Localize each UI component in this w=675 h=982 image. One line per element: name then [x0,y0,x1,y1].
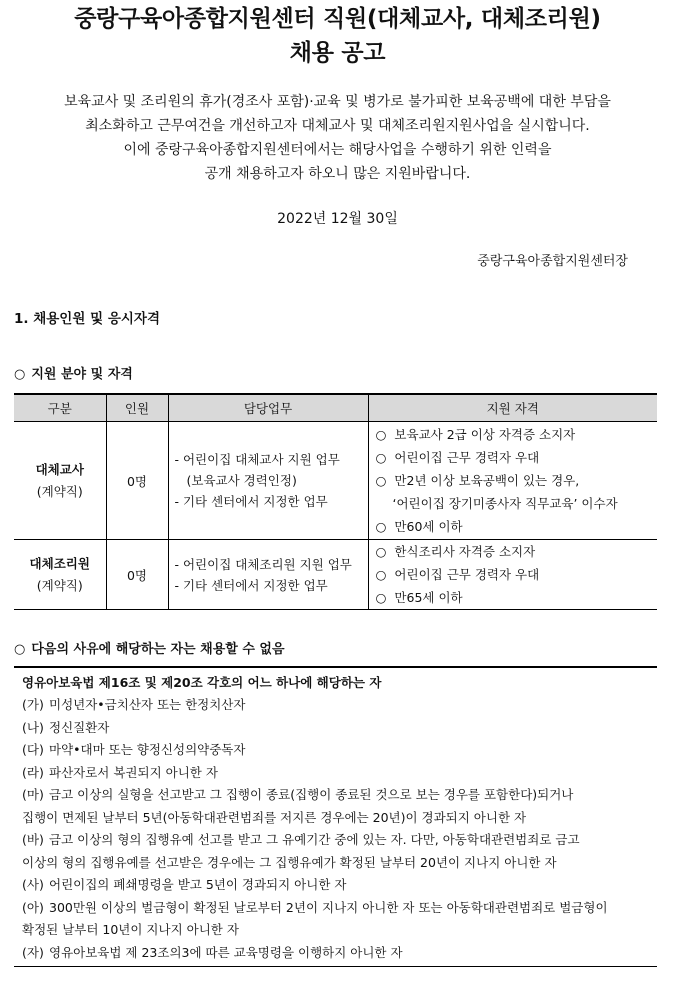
qualification-text: 어린이집 근무 경력자 우대 [394,450,540,465]
category-type: (계약직) [36,483,83,499]
circle-bullet-icon: ○ [375,473,387,488]
circle-bullet-icon: ○ [14,642,26,657]
header-category: 구분 [14,394,106,422]
intro-paragraph [0,90,675,186]
item-label: (가) [22,697,44,712]
notice-date: 2022년 12월 30일 [277,211,398,227]
list-item [14,784,657,807]
section-heading: 1. 채용인원 및 응시자격 [14,311,160,327]
qualification-text: 어린이집 근무 경력자 우대 [394,567,540,582]
category-cell [14,422,106,540]
list-item-continuation: 확정된 날부터 10년이 지나지 아니한 자 [22,922,239,937]
item-label: (라) [22,764,44,780]
subheading-disqualifications [14,638,285,657]
item-label: (자) [22,944,44,960]
intro-line: 이에 중랑구육아종합지원센터에서는 해당사업을 수행하기 위한 인력을 [123,142,552,158]
header-qualifications: 지원 자격 [368,394,657,422]
category-cell [14,540,106,610]
list-item [14,694,657,717]
header-count: 인원 [106,394,168,422]
qualification-text: 만2년 이상 보육공백이 있는 경우, [394,473,580,488]
table-row [14,422,657,540]
subheading-text: 지원 분야 및 자격 [31,367,133,382]
qualification-line [376,540,658,563]
duties-cell [168,540,368,610]
qualification-text: ‘어린이집 장기미종사자 직무교육’ 이수자 [392,496,618,511]
title-line-2: 채용 공고 [289,40,386,66]
list-item [14,762,657,785]
item-label: (사) [22,877,44,892]
duty-line: (보육교사 경력인정) [186,473,297,488]
notice-title [0,2,675,70]
qualifications-cell [368,540,657,610]
intro-line: 공개 채용하고자 하오니 많은 지원바랍니다. [204,166,471,182]
circle-bullet-icon: ○ [375,544,387,559]
duty-line: - 기타 센터에서 지정한 업무 [174,577,328,593]
duty-line: - 어린이집 대체조리원 지원 업무 [174,556,352,572]
item-text: 파산자로서 복권되지 아니한 자 [49,764,218,780]
qualification-text: 만60세 이하 [394,519,463,534]
title-line-1: 중랑구육아종합지원센터 직원(대체교사, 대체조리원) [74,6,601,32]
qualification-line [376,446,658,469]
item-text: 300만원 이상의 벌금형이 확정된 날로부터 2년이 지나지 아니한 자 또는 아동학대관련범죄로 벌금형이 [49,899,608,915]
item-label: (나) [22,719,44,735]
qualification-line [376,469,658,492]
item-text: 금고 이상의 형의 집행유예 선고를 받고 그 유예기간 중에 있는 자. 다만, 아동학대관련범죄로 금고 [49,832,580,847]
qualification-text: 보육교사 2급 이상 자격증 소지자 [394,427,576,442]
circle-bullet-icon: ○ [375,519,387,534]
list-item [14,829,657,852]
duties-cell [168,422,368,540]
header-duties: 담당업무 [168,394,368,422]
disqualification-heading: 영유아보육법 제16조 및 제20조 각호의 어느 하나에 해당하는 자 [22,675,382,690]
qualifications-cell [368,422,657,540]
list-item [14,942,657,965]
count-cell: 0명 [106,422,168,540]
list-item [14,897,657,920]
category-type: (계약직) [36,577,83,593]
item-label: (다) [22,742,44,757]
category-name: 대체조리원 [29,555,90,571]
qualification-line [376,586,658,609]
item-label: (마) [22,787,44,802]
subheading-qualifications [14,363,133,382]
intro-line: 보육교사 및 조리원의 휴가(경조사 포함)·교육 및 병가로 불가피한 보육공백에 대한 부담을 [64,94,611,110]
list-item-continuation: 이상의 형의 집행유예를 선고받은 경우에는 그 집행유예가 확정된 날부터 20년이 지나지 아니한 자 [22,854,557,870]
circle-bullet-icon: ○ [375,450,387,465]
list-item-continuation: 집행이 면제된 날부터 5년(아동학대관련범죄를 저지른 경우에는 20년)이 경과되지 아니한 자 [22,809,527,825]
duty-line: - 기타 센터에서 지정한 업무 [174,494,328,509]
qualification-text: 만65세 이하 [394,590,463,605]
category-name: 대체교사 [35,461,84,477]
recruitment-table [14,393,657,610]
item-text: 정신질환자 [49,719,110,735]
qualification-line [376,563,658,586]
intro-line: 최소화하고 근무여건을 개선하고자 대체교사 및 대체조리원지원사업을 실시합니다. [85,118,590,134]
table-header-row [14,394,657,422]
disqualification-box [14,666,657,967]
item-text: 영유아보육법 제 23조의3에 따른 교육명령을 이행하지 아니한 자 [49,944,403,960]
circle-bullet-icon: ○ [375,427,387,442]
list-item [14,874,657,897]
qualification-text: 한식조리사 자격증 소지자 [394,544,536,559]
item-text: 금고 이상의 실형을 선고받고 그 집행이 종료(집행이 종료된 것으로 보는 경우를 포함한다)되거나 [49,787,574,802]
item-text: 미성년자•금치산자 또는 한정치산자 [49,697,246,712]
item-label: (아) [22,899,44,915]
circle-bullet-icon: ○ [375,590,387,605]
list-item [14,717,657,740]
qualification-line [376,492,658,515]
qualification-line [376,423,658,446]
qualification-line [376,515,658,538]
item-label: (바) [22,832,44,847]
circle-bullet-icon: ○ [375,567,387,582]
circle-bullet-icon: ○ [14,367,26,382]
item-text: 어린이집의 폐쇄명령을 받고 5년이 경과되지 아니한 자 [49,877,347,892]
table-row [14,540,657,610]
list-item [14,739,657,762]
item-text: 마약•대마 또는 향정신성의약중독자 [49,742,246,757]
signer: 중랑구육아종합지원센터장 [477,254,628,269]
subheading-text: 다음의 사유에 해당하는 자는 채용할 수 없음 [31,642,285,657]
duty-line: - 어린이집 대체교사 지원 업무 [174,452,340,467]
count-cell: 0명 [106,540,168,610]
